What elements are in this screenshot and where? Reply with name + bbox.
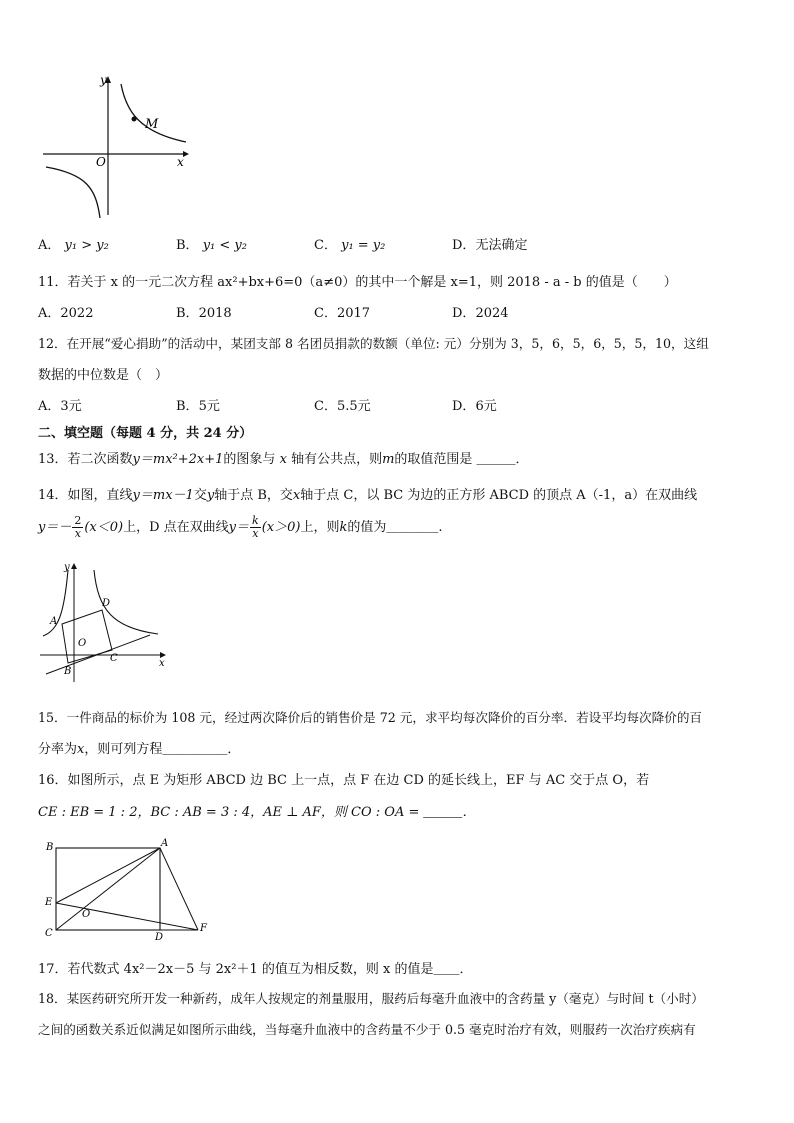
q10-label-origin: O [96, 155, 106, 169]
q16-label-c: C [45, 928, 53, 939]
q10-label-x: x [177, 155, 184, 169]
q14-label-o: O [78, 638, 87, 649]
q11-option-c: C．2017 [314, 306, 371, 321]
q10-label-m: M [145, 117, 159, 132]
q14-label-c: C [110, 653, 118, 664]
q16-label-b: B [46, 842, 54, 853]
q14-fraction-2: $\frac{k}{x}$ [252, 514, 259, 540]
q18-stem-line1: 18．某医药研究所开发一种新药，成年人按规定的剂量服用，服药后每毫升血液中的含药量 y（毫克）与时间 t（小时） [38, 991, 704, 1006]
q14-label-y: y [64, 562, 70, 573]
q16-segment-ac [56, 848, 160, 930]
q13-stem: 13．若二次函数y＝mx²+2x+1的图象与 x 轴有公共点，则m的取值范围是 ＿＿＿． [38, 452, 529, 467]
q14-label-a: A [50, 616, 58, 627]
q10-curve-right [121, 84, 186, 142]
q16-label-d: D [155, 932, 164, 943]
q10-option-d: D．无法确定 [452, 238, 528, 253]
q16-stem-line2: CE : EB = 1 : 2，BC : AB = 3 : 4，AE ⊥ AF，则 CO : OA = ＿＿＿． [38, 805, 476, 820]
q11-stem: 11．若关于 x 的一元二次方程 ax²+bx+6=0（a≠0）的其中一个解是 x=1，则 2018 - a - b 的值是（ ） [38, 275, 677, 290]
q11-option-a: A．2022 [38, 306, 94, 321]
q10-option-c: C． y₁ = y₂ [314, 238, 386, 253]
q10-option-b: B． y₁ < y₂ [176, 238, 247, 253]
q16-rectangle-figure [38, 832, 218, 944]
q10-option-a: A． y₁ > y₂ [38, 238, 109, 253]
q16-label-o: O [82, 909, 91, 920]
q17-stem: 17．若代数式 4x²－2x－5 与 2x²＋1 的值互为相反数，则 x 的值是＿＿． [38, 962, 473, 977]
q14-label-d: D [102, 598, 111, 609]
q14-square-figure [38, 560, 173, 685]
q16-segment-ae [56, 848, 160, 903]
q16-stem-line1: 16．如图所示，点 E 为矩形 ABCD 边 BC 上一点，点 F 在边 CD 的延长线上，EF 与 AC 交于点 O，若 [38, 773, 650, 788]
q14-label-b: B [64, 666, 72, 677]
q12-option-c: C．5.5元 [314, 399, 371, 414]
q12-stem-line1: 12．在开展“爱心捐助”的活动中，某团支部 8 名团员捐款的数额（单位: 元）分别为 3，5，6，5，6，5，5，10，这组 [38, 336, 709, 351]
q14-stem-line1: 14．如图，直线y＝mx－1交y轴于点 B，交x轴于点 C，以 BC 为边的正方形 ABCD 的顶点 A（-1，a）在双曲线 [38, 488, 698, 503]
q15-stem-line1: 15．一件商品的标价为 108 元，经过两次降价后的销售价是 72 元，求平均每次降价的百分率．若设平均每次降价的百 [38, 710, 703, 725]
q12-stem-line2: 数据的中位数是（ ） [38, 368, 169, 383]
q10-hyperbola-figure [38, 70, 198, 220]
q16-segment-ef [56, 903, 198, 930]
q15-stem-line2: 分率为x，则可列方程＿＿＿＿＿． [38, 742, 241, 757]
q16-label-f: F [200, 923, 207, 934]
q11-option-d: D．2024 [452, 306, 509, 321]
q18-stem-line2: 之间的函数关系近似满足如图所示曲线，当每毫升血液中的含药量不少于 0.5 毫克时治疗有效，则服药一次治疗疾病有 [38, 1022, 696, 1037]
q10-x-arrow [183, 151, 189, 157]
q12-option-b: B．5元 [176, 399, 220, 414]
q14-fraction-1: $\frac{2}{x}$ [74, 514, 82, 540]
section2-title: 二、填空题（每题 4 分，共 24 分） [38, 426, 253, 441]
q14-stem-line2: y＝－ $\frac{2}{x}$ (x＜0)上，D 点在双曲线y＝ $\frac{k}{x}$ (x＞0)上，则k的值为＿＿＿＿. [38, 514, 443, 540]
q10-label-y: y [100, 73, 107, 87]
q16-segment-af [160, 848, 198, 930]
q12-option-a: A．3元 [38, 399, 82, 414]
q16-label-e: E [45, 897, 53, 908]
q11-option-b: B．2018 [176, 306, 232, 321]
q14-y-arrow [71, 563, 77, 569]
q16-label-a: A [161, 838, 169, 849]
q10-curve-left [46, 167, 100, 218]
q10-point-m [132, 117, 137, 122]
q12-option-d: D．6元 [452, 399, 497, 414]
q14-label-x: x [159, 658, 165, 669]
